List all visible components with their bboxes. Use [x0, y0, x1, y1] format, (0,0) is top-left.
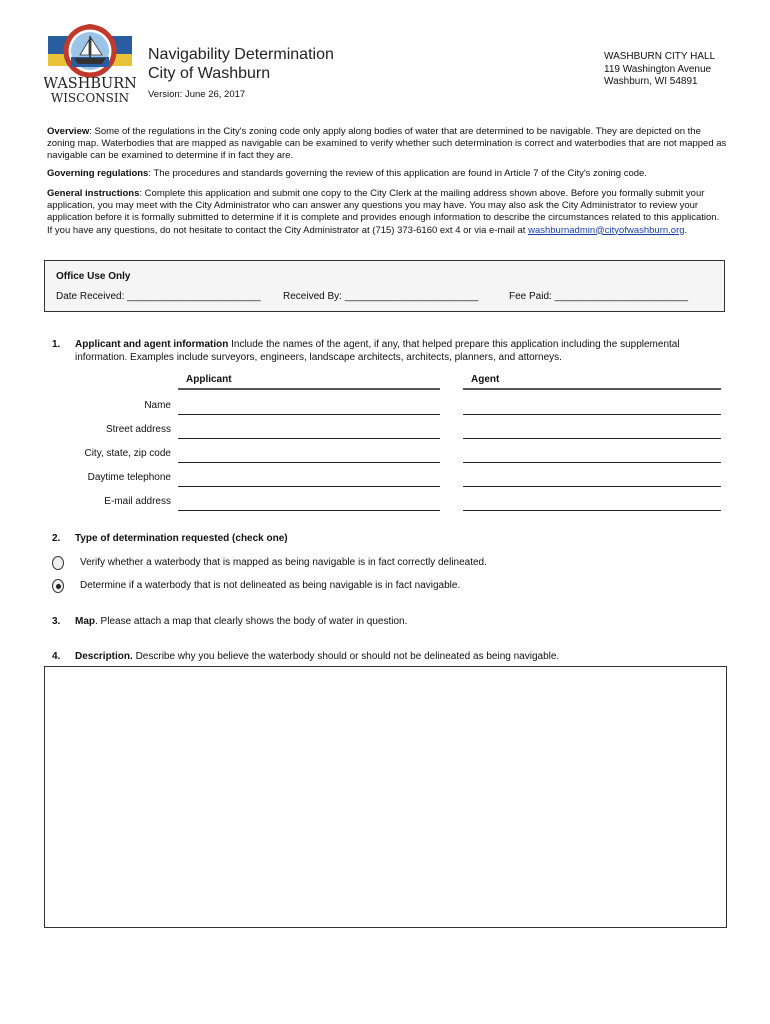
section-1-label: Applicant and agent information: [75, 339, 229, 350]
applicant-name-input[interactable]: [178, 414, 440, 415]
daytime-telephone-label: Daytime telephone: [87, 472, 171, 483]
received-by-field: Received By: ________________________: [283, 291, 479, 302]
description-textarea[interactable]: [44, 666, 727, 928]
agent-name-input[interactable]: [463, 414, 721, 415]
radio-selected-dot: [56, 584, 61, 589]
city-logo: [44, 24, 136, 104]
agent-header-rule: [463, 388, 721, 390]
option-determine-label: Determine if a waterbody that is not delineated as being navigable is in fact navigable.: [80, 580, 461, 591]
general-end: .: [684, 224, 688, 236]
fee-paid-field: Fee Paid: ________________________: [509, 291, 689, 302]
general-instructions-paragraph: [47, 188, 727, 237]
street-address-label: Street address: [105, 424, 171, 435]
agent-street-input[interactable]: [463, 438, 721, 439]
applicant-email-input[interactable]: [178, 510, 440, 511]
form-title: Navigability Determination: [148, 46, 334, 63]
agent-email-input[interactable]: [463, 510, 721, 511]
section-3-text: [75, 616, 725, 629]
address-line-3: Washburn, WI 54891: [604, 76, 698, 87]
section-1-number: 1.: [52, 339, 61, 350]
form-subtitle: City of Washburn: [148, 65, 271, 82]
date-received-field: Date Received: ________________________: [56, 291, 261, 302]
city-state-zip-label: City, state, zip code: [84, 448, 171, 459]
logo-text-top: WASHBURN: [44, 76, 136, 92]
applicant-header-rule: [178, 388, 440, 390]
general-label: General instructions: [47, 188, 140, 199]
address-line-1: WASHBURN CITY HALL: [604, 51, 716, 62]
general-text: : Complete this application and submit one copy to the City Clerk at the mailing address shown above. Before you formally submit your application, you may meet with the City Administrator who can answer any questions you may have. You may also ask the City Administrator to review your application before it is formally submitted to determine if it is complete and provides enough information to describe the circumstances related to this application. If you have any questions, do not hesitate to contact the City Administrator at (715) 373-6160 ext 4 or via e-mail at: [47, 188, 720, 236]
agent-city-input[interactable]: [463, 462, 721, 463]
office-use-heading: Office Use Only: [56, 271, 131, 282]
section-4-number: 4.: [52, 651, 61, 662]
applicant-column-header: Applicant: [186, 374, 232, 385]
version-date: Version: June 26, 2017: [148, 89, 246, 100]
city-hall-address: [604, 51, 715, 89]
applicant-phone-input[interactable]: [178, 486, 440, 487]
admin-email-link[interactable]: washburnadmin@cityofwashburn.org: [528, 224, 685, 236]
agent-column-header: Agent: [471, 374, 500, 385]
section-3-number: 3.: [52, 616, 61, 627]
overview-label: Overview: [47, 126, 90, 137]
section-3-description: . Please attach a map that clearly shows the body of water in question.: [95, 616, 408, 627]
section-2-number: 2.: [52, 533, 61, 544]
overview-text: : Some of the regulations in the City's zoning code only apply along bodies of water that are determined to be navigable. They are depicted on the zoning map. Waterbodies that are mapped as navigable can be examined to verify whether such determination is correct and waterbodies that are not mapped as navigable can be examined to determine if in fact they are.: [47, 126, 727, 162]
overview-paragraph: [47, 126, 727, 163]
email-address-label: E-mail address: [104, 496, 171, 507]
section-4-label: Description.: [75, 651, 133, 662]
governing-text: : The procedures and standards governing the review of this application are found in Article 7 of the City's zoning code.: [148, 168, 647, 179]
section-3-label: Map: [75, 616, 95, 627]
option-verify-radio[interactable]: [52, 556, 64, 570]
governing-paragraph: [47, 168, 727, 180]
section-4-description: Describe why you believe the waterbody should or should not be delineated as being navigable.: [132, 651, 560, 662]
section-2-label: Type of determination requested (check one): [75, 533, 288, 544]
applicant-street-input[interactable]: [178, 438, 440, 439]
name-label: Name: [144, 400, 171, 411]
option-determine-radio[interactable]: [52, 579, 64, 593]
logo-text-bottom: WISCONSIN: [50, 91, 130, 104]
section-1-description: Include the names of the agent, if any, that helped prepare this application including the supplemental information. Examples include surveyors, engineers, landscape architects, architects, planners, and attorneys.: [75, 339, 680, 363]
section-1-text: [75, 339, 725, 364]
section-2-text: [75, 533, 725, 546]
governing-label: Governing regulations: [47, 168, 149, 179]
section-4-text: [75, 651, 725, 664]
applicant-city-input[interactable]: [178, 462, 440, 463]
option-verify-label: Verify whether a waterbody that is mapped as being navigable is in fact correctly delineated.: [80, 557, 487, 568]
address-line-2: 119 Washington Avenue: [604, 63, 712, 75]
agent-phone-input[interactable]: [463, 486, 721, 487]
office-use-box: [44, 260, 725, 312]
